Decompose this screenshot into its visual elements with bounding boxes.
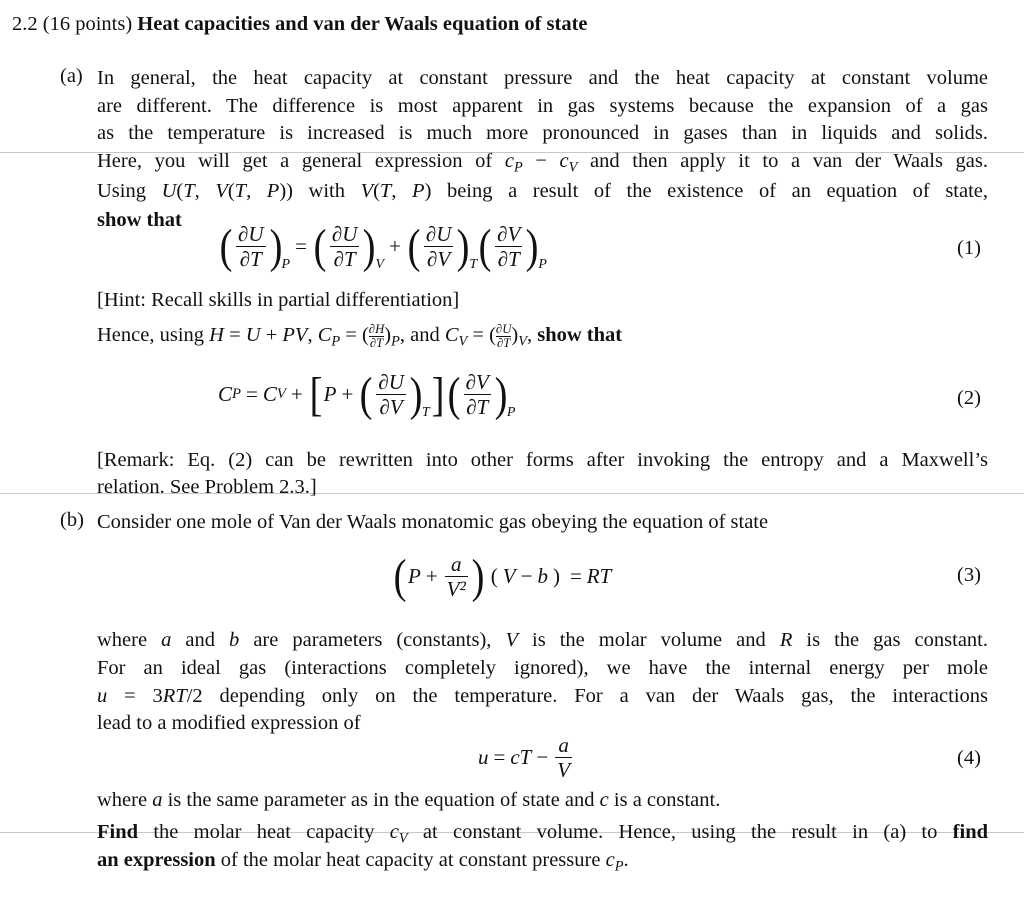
math-symbol: PV [282,324,308,346]
text-line [97,627,988,653]
text-line [97,120,988,146]
math-symbol: b [537,564,548,589]
equation-1 [218,219,547,273]
bracket: ) [525,219,539,273]
math-symbol: C [218,382,233,407]
text-span: ( [227,180,235,202]
subscript: T [469,257,478,273]
math-symbol: c [605,849,615,871]
text-span: is the same parameter as in the equation of state and [162,789,600,811]
math-symbol: a [161,629,172,651]
text-span: + [260,324,283,346]
text-span: − [522,150,560,172]
text-span: . [623,849,629,871]
fraction [555,733,572,782]
bold-text: Find [97,821,139,843]
text-span: Hence, using [97,324,210,346]
text-span: the molar heat capacity [138,821,390,843]
math-symbol: C [262,382,277,407]
text-span: and then apply it to a van der Waals gas. [577,150,989,172]
operator: = [246,382,258,407]
math-symbol: V [215,180,228,202]
text-span: )) with [279,180,361,202]
text-span: of the molar heat capacity at constant pressure [215,849,606,871]
text-span: , [391,180,413,202]
math-symbol: V [568,159,578,176]
numerator: ∂U [495,322,512,337]
denominator: ∂T [239,247,262,272]
math-symbol: T [379,180,392,202]
math-symbol: R [779,629,793,651]
problem-title [12,13,588,36]
numerator: ∂V [497,222,521,246]
text-line [97,474,317,500]
text-span: is the molar volume and [517,629,780,651]
fraction [464,370,491,419]
text-span: = ( [467,324,496,346]
text-span: are different. The difference is most apparent in gas systems because the expansion of a gas [97,95,988,117]
denominator: ∂T [333,247,356,272]
text-span: at constant volume. Hence, using the result in (a) to [407,821,953,843]
text-line [97,847,629,873]
equation-3 [392,549,612,603]
equation-number: (4) [957,747,981,769]
denominator: ∂V [426,247,451,272]
text-line [97,447,988,473]
subscript: P [281,257,291,273]
bracket: ) [494,367,508,421]
equation-4 [478,733,574,782]
denominator: V [557,758,571,783]
text-span: ( [373,180,380,202]
math-symbol: U [245,324,261,346]
math-symbol: c [559,150,569,172]
text-line [97,287,459,313]
text-line [97,148,988,174]
math-symbol: V [458,333,468,350]
text-span: Here, you will get a general expression of [97,150,505,172]
operator: − [536,745,549,770]
fraction [236,222,266,271]
bracket: ) [471,549,485,603]
bold-text: show that [537,324,623,346]
problem-points: (16 points) [42,13,133,35]
math-symbol: a [152,789,163,811]
operator: = [493,745,506,770]
bold-text: show that [97,209,182,231]
operator: ) [552,564,560,589]
bracket: ) [456,219,470,273]
math-symbol: V [360,180,374,202]
text-span: In general, the heat capacity at constant pressure and the heat capacity at constant volume [97,67,988,89]
text-span: as the temperature is increased is much more pronounced in gases than in liquids and solids. [97,122,988,144]
operator: + [425,564,438,589]
text-line [97,655,988,681]
bracket: ) [409,367,423,421]
bracket: ( [478,219,492,273]
subscript: V [375,257,384,273]
text-span: , [194,180,216,202]
fraction [376,370,406,419]
text-span: ) being a result of the existence of an equation of state, [424,180,989,202]
bold-text: an expression [97,849,216,871]
denominator: ∂V [379,395,403,420]
denominator: ∂T [466,395,489,420]
fraction [445,552,468,601]
problem-number: 2.2 [12,13,38,35]
math-symbol: U [161,180,177,202]
math-symbol: V [502,564,516,589]
numerator: a [445,552,468,577]
text-line [97,819,988,845]
math-symbol: C [444,324,459,346]
text-span: lead to a modified expression of [97,712,361,734]
math-symbol: P [266,180,280,202]
text-span: where [97,629,162,651]
text-span: Consider one mole of Van der Waals monatomic gas obeying the equation of state [97,511,769,533]
text-span: Using [97,180,162,202]
math-symbol: u [97,685,108,707]
text-span: ) [511,324,519,346]
numerator: ∂H [368,322,385,337]
text-span: and [171,629,230,651]
operator: + [290,382,303,407]
math-symbol: P [407,564,421,589]
bracket: ( [447,367,461,421]
math-symbol: P [513,159,523,176]
denominator: ∂T [497,247,520,272]
subscript: V [276,386,286,403]
fraction [330,222,360,271]
math-symbol: V [398,830,408,847]
denominator: ∂T [369,335,384,350]
text-line [97,93,988,119]
text-line [97,178,988,204]
text-span: is the gas constant. [792,629,988,651]
part-a-label: (a) [60,65,83,87]
text-span: , [307,324,318,346]
text-span: [Hint: Recall skills in partial differentiation] [97,289,460,311]
text-line [97,207,182,233]
part-b-label: (b) [60,509,84,531]
denominator: ∂T [496,335,511,350]
fraction [424,222,454,271]
subscript: P [538,257,547,273]
bracket: ] [431,367,445,421]
text-line [97,683,988,709]
bracket: ( [313,219,327,273]
numerator: ∂U [237,222,264,246]
math-symbol: H [209,324,224,346]
bracket: ) [363,219,376,273]
math-symbol: u [478,745,489,770]
bracket: ) [269,219,282,273]
bracket: [ [309,367,323,421]
problem-heading: Heat capacities and van der Waals equation of state [137,13,588,35]
text-span: where [97,789,153,811]
operator: − [520,564,533,589]
bracket: ( [359,367,373,421]
math-symbol: P [391,333,400,350]
text-span: relation. See Problem 2.3.] [97,476,317,498]
operator: ( [490,564,498,589]
numerator: ∂V [465,370,489,394]
denominator: V² [446,577,466,602]
text-line [97,322,622,348]
math-symbol: P [323,382,337,407]
text-span: , and [399,324,445,346]
bracket: ( [407,219,421,273]
text-span: For an ideal gas (interactions completely ignored), we have the internal energy per mole [97,657,988,679]
equation-number: (2) [957,387,981,409]
numerator: ∂U [331,222,358,246]
math-symbol: P [331,333,341,350]
text-span: is a constant. [608,789,721,811]
text-span: = ( [340,324,369,346]
text-span: are parameters (constants), [239,629,506,651]
equation-2 [218,367,516,421]
operator: = [295,234,307,259]
text-line [97,509,768,535]
subscript: P [506,405,516,421]
operator: + [341,382,354,407]
math-symbol: cT [510,745,532,770]
subscript: T [421,405,430,421]
operator: + [389,234,401,259]
math-symbol: P [614,858,624,875]
text-span: ( [176,180,184,202]
bold-text: find [952,821,988,843]
math-symbol: c [504,150,514,172]
numerator: ∂U [425,222,452,246]
text-line [97,710,361,736]
text-span: ) [384,324,392,346]
math-symbol: C [317,324,332,346]
inline-fraction [369,323,384,349]
math-symbol: RT [586,564,612,589]
inline-fraction [496,323,511,349]
math-symbol: RT [162,685,187,707]
numerator: ∂U [378,370,404,394]
text-span: [Remark: Eq. (2) can be rewritten into other forms after invoking the entropy and a Maxwell’s [97,449,988,471]
text-span: , [246,180,267,202]
text-span: , [526,324,538,346]
math-symbol: V [505,629,518,651]
subscript: P [232,386,241,403]
math-symbol: T [234,180,247,202]
text-line [97,65,988,91]
bracket: ( [393,549,407,603]
text-span: = [223,324,246,346]
bracket: ( [219,219,233,273]
equation-number: (1) [957,237,981,259]
math-symbol: P [412,180,425,202]
text-line [97,787,720,813]
numerator: a [555,733,572,758]
math-symbol: V [518,333,527,350]
math-symbol: T [183,180,195,202]
text-span: = 3 [107,685,163,707]
equation-number: (3) [957,564,981,586]
math-symbol: c [599,789,609,811]
operator: = [569,564,582,589]
text-span: /2 depending only on the temperature. For a van der Waals gas, the interactions [186,685,989,707]
math-symbol: c [389,821,399,843]
fraction [495,222,522,271]
math-symbol: b [229,629,240,651]
